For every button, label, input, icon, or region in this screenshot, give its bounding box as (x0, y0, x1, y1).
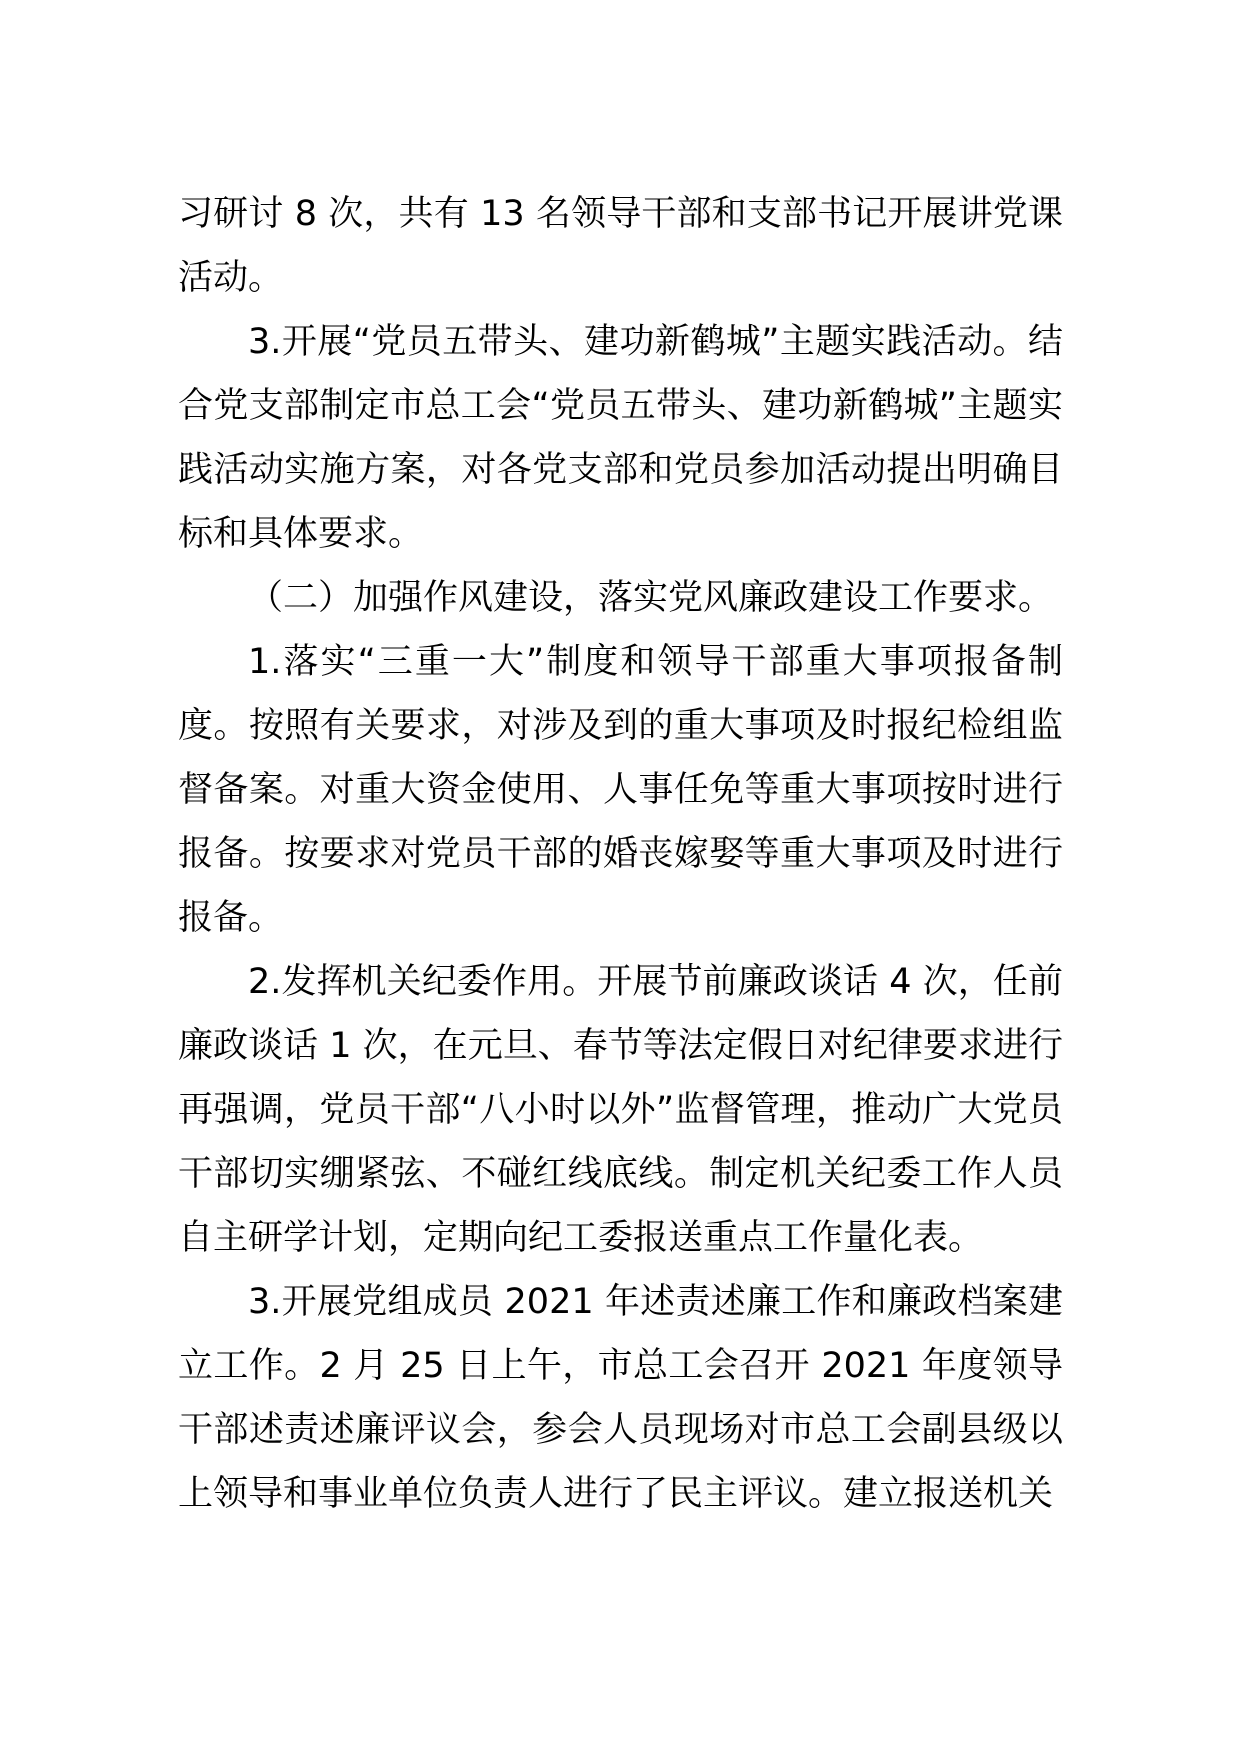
paragraph-item-3-integrity-report: 3.开展党组成员 2021 年述责述廉工作和廉政档案建立工作。2 月 25 日上午，市总工会召开 2021 年度领导干部述责述廉评议会，参会人员现场对市总工会副县级以上领导和事业单位负责人进行了民主评议。建立报送机关 (178, 1282, 1063, 1514)
document-body (178, 182, 1063, 1526)
section-heading-two: （二）加强作风建设，落实党风廉政建设工作要求。 (248, 578, 1054, 618)
paragraph-item-3-theme-practice: 3.开展“党员五带头、建功新鹤城”主题实践活动。结合党支部制定市总工会“党员五带头、建功新鹤城”主题实践活动实施方案，对各党支部和党员参加活动提出明确目标和具体要求。 (178, 322, 1063, 554)
paragraph-item-1-reporting-system: 1.落实“三重一大”制度和领导干部重大事项报备制度。按照有关要求，对涉及到的重大事项及时报纪检组监督备案。对重大资金使用、人事任免等重大事项按时进行报备。按要求对党员干部的婚丧嫁娶等重大事项及时进行报备。 (178, 642, 1063, 938)
paragraph-item-2-discipline-committee: 2.发挥机关纪委作用。开展节前廉政谈话 4 次，任前廉政谈话 1 次，在元旦、春节等法定假日对纪律要求进行再强调，党员干部“八小时以外”监督管理，推动广大党员干部切实绷紧弦、不碰红线底线。制定机关纪委工作人员自主研学计划，定期向纪工委报送重点工作量化表。 (178, 962, 1063, 1258)
paragraph-continued: 习研讨 8 次，共有 13 名领导干部和支部书记开展讲党课活动。 (178, 194, 1063, 298)
